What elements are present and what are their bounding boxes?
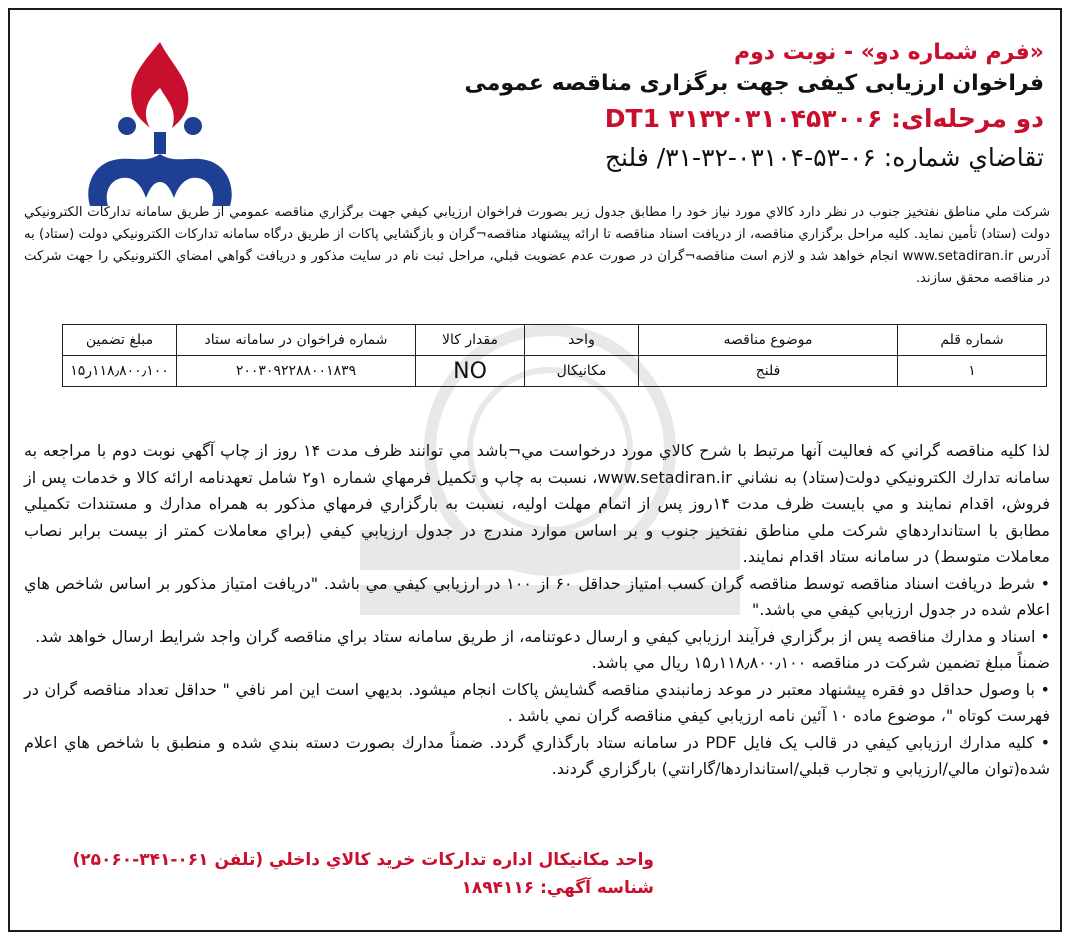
heading-block: [324, 38, 1044, 178]
form-number-line: «فرم شماره دو» - نوبت دوم: [733, 40, 1044, 65]
cell-item-number: ۱: [898, 356, 1047, 387]
cell-setad-number: ۲۰۰۳۰۹۲۲۸۸۰۰۱۸۳۹: [177, 356, 416, 387]
request-number-line: تقاضاي شماره: ۰۶-۵۳-۰۳۱۰۴-۳۲-۳۱/ فلنج: [604, 143, 1044, 172]
stage-line: دو مرحله‌ای: DT1 ۳۱۳۲۰۳۱۰۴۵۳۰۰۶: [604, 104, 1044, 133]
header-setad-number: شماره فراخوان در سامانه ستاد: [177, 325, 416, 356]
body-paragraph-5: • با وصول حداقل دو فقره پيشنهاد معتبر در موعد زمانبندي مناقصه گشايش پاكات انجام ميشود. بديهي است اين امر نافي " حداقل تعداد مناقصه گران در فهرست كوتاه "، موضوع ماده ۱۰ آئين نامه ارزيابي كيفي مناقصه گران نمي باشد .: [24, 679, 1050, 725]
unit-contact-line: واحد مكانيكال اداره تداركات خريد كالاي داخلي (تلفن ۰۶۱-۳۴۱-۲۵۰۶۰): [72, 850, 654, 870]
body-paragraph-1: لذا كليه مناقصه گراني كه فعاليت آنها مرتبط با شرح كالاي مورد درخواست مي¬باشد مي توانند ظرف مدت ۱۴ روز از چاپ آگهي نوبت دوم با مراجعه به سامانه تدارك الكترونيكي دولت(ستاد) به نشاني www.setadiran.ir، نسبت به چاپ و تكميل فرمهاي شماره ۱و۲ شامل تعهدنامه ارائه كالا و خدمات پس از فروش، اقدام نمايند و مي بايست ظرف مدت ۱۴روز پس از اتمام مهلت اوليه، نسبت به بارگزاري فرمهاي مذكور به همراه مدارك و مستندات تكميلي مطابق با استانداردهاي شركت ملي مناطق نفتخيز جنوب و بر اساس موارد مندرج در جدول ارزيابي كيفي (براي معاملات كمتر از بيست برابر نصاب معاملات متوسط) در سامانه ستاد اقدام نمايند.: [24, 441, 1051, 566]
tender-table: [62, 324, 1047, 387]
cell-quantity: NO: [416, 356, 525, 387]
title-line: فراخوان ارزیابی کیفی جهت برگزاری مناقصه عمومی: [464, 71, 1044, 96]
footer-block: [34, 846, 654, 902]
header-quantity: مقدار کالا: [416, 325, 525, 356]
header-guarantee: مبلغ تضمین: [63, 325, 177, 356]
body-text: [24, 438, 1050, 783]
nioc-flame-logo-icon: [70, 36, 250, 211]
table-header-row: [63, 325, 1047, 356]
intro-paragraph: شركت ملي مناطق نفتخيز جنوب در نظر دارد كالاي مورد نياز خود را مطابق جدول زير بصورت فراخوان ارزيابي كيفي جهت برگزاري مناقصه عمومي از طريق سامانه تداركات الكترونيكي دولت (ستاد) تأمين نمايد. كليه مراحل برگزاري مناقصه، از دريافت اسناد مناقصه تا ارائه پيشنهاد مناقصه¬گران و بازگشايي پاكات از طريق درگاه سامانه تداركات الكترونيكي دولت (ستاد) به آدرس www.setadiran.ir انجام خواهد شد و لازم است مناقصه¬گران در صورت عدم عضويت قبلي، مراحل ثبت نام در سايت مذكور و دريافت گواهي امضاي الكترونيكي را جهت شركت در مناقصه محقق سازند.: [24, 205, 1050, 286]
cell-guarantee: ۱۱۸٫۸۰۰٫۱۰۰ر۱۵: [63, 356, 177, 387]
header-unit: واحد: [525, 325, 639, 356]
cell-unit: مکانیکال: [525, 356, 639, 387]
header-item-number: شماره قلم: [898, 325, 1047, 356]
body-paragraph-3: • اسناد و مدارك مناقصه پس از برگزاري فرآيند ارزيابي كيفي و ارسال دعوتنامه، از طريق سامانه ستاد براي مناقصه گران واجد شرايط ارسال خواهد شد.: [35, 626, 1050, 646]
body-paragraph-6: • كليه مدارك ارزيابي كيفي در قالب يک فايل PDF در سامانه ستاد بارگذاري گردد. ضمناً مدارك بصورت دسته بندي شده و منطبق با شاخص هاي اعلام شده(توان مالي/ارزيابي و تجارب قبلي/استانداردها/گارانتي) بارگزاري گردند.: [24, 732, 1051, 778]
body-paragraph-4: ضمناً مبلغ تضمين شركت در مناقصه ۱۱۸٫۸۰۰٫۱۰۰ر۱۵ ريال مي باشد.: [591, 653, 1050, 672]
ad-id-line: شناسه آگهي: ۱۸۹۴۱۱۶: [461, 878, 654, 898]
table-row: [63, 356, 1047, 387]
header-subject: موضوع مناقصه: [639, 325, 898, 356]
body-paragraph-2: • شرط دريافت اسناد مناقصه توسط مناقصه گران كسب امتياز حداقل ۶۰ از ۱۰۰ در ارزيابي كيفي مي باشد. "دريافت امتياز مذكور بر اساس شاخص هاي اعلام شده در جدول ارزيابي كيفي مي باشد.": [24, 573, 1051, 619]
cell-subject: فلنج: [639, 356, 898, 387]
